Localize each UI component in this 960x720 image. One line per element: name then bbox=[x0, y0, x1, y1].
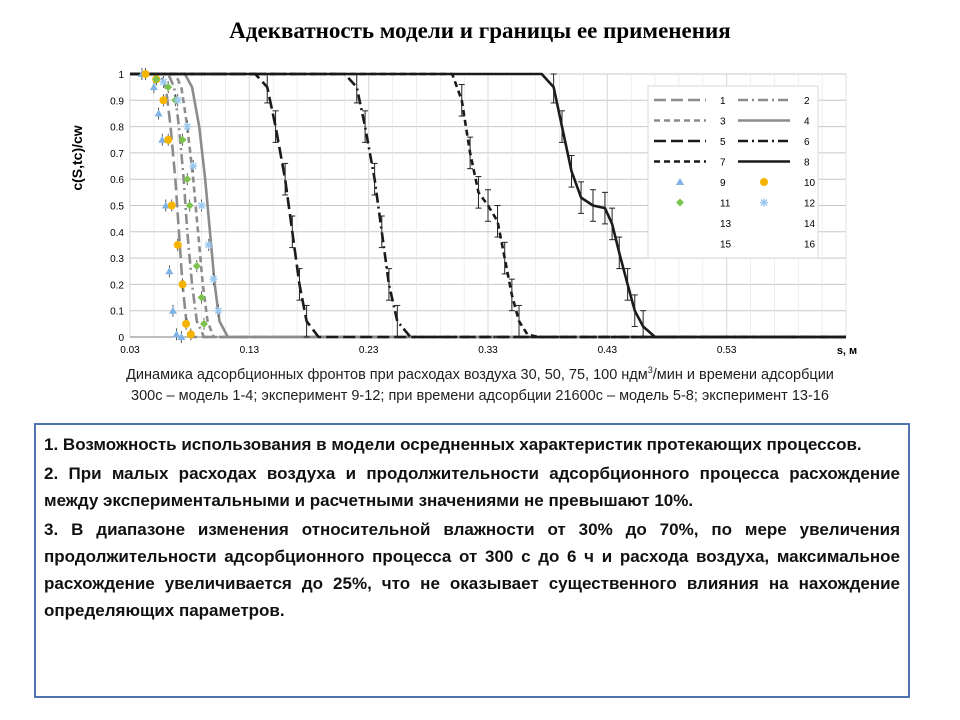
data-point bbox=[159, 78, 167, 86]
legend-item-15 bbox=[720, 240, 732, 251]
legend-label: 3 bbox=[720, 116, 726, 128]
data-point bbox=[183, 123, 191, 131]
data-point bbox=[173, 330, 181, 337]
legend-item-14 bbox=[804, 219, 816, 230]
data-point bbox=[193, 262, 201, 270]
legend-label: 9 bbox=[720, 178, 726, 189]
data-point bbox=[165, 267, 173, 274]
legend-item-13 bbox=[720, 219, 732, 230]
y-tick-label: 0.6 bbox=[110, 175, 124, 187]
x-tick-label: 0.13 bbox=[239, 345, 260, 356]
conclusion-1 bbox=[44, 431, 900, 458]
legend-label: 6 bbox=[804, 137, 810, 148]
y-tick-label: 0.2 bbox=[110, 280, 124, 292]
y-tick-label: 0.8 bbox=[110, 122, 124, 134]
data-point bbox=[182, 320, 190, 328]
caption-line-1-end: /мин и времени адсорбции bbox=[652, 366, 834, 383]
caption-superscript: 3 bbox=[647, 365, 653, 375]
data-point bbox=[198, 202, 206, 210]
legend-label: 12 bbox=[804, 198, 816, 210]
legend-label: 8 bbox=[804, 157, 810, 169]
y-tick-label: 0.3 bbox=[110, 254, 124, 266]
data-point bbox=[210, 275, 218, 283]
x-tick-label: 0.53 bbox=[716, 345, 737, 356]
x-axis-label: s, м bbox=[836, 345, 858, 357]
legend-label: 5 bbox=[720, 137, 726, 148]
data-point bbox=[142, 70, 150, 78]
legend-label: 11 bbox=[720, 198, 731, 210]
x-tick-label: 0.33 bbox=[478, 345, 498, 356]
conclusion-2-number: 2. bbox=[44, 464, 59, 483]
y-axis-label: c(S,tc)/cw bbox=[69, 125, 85, 191]
series-11 bbox=[152, 73, 208, 330]
data-point bbox=[189, 162, 197, 170]
y-tick-label: 0.1 bbox=[110, 306, 124, 318]
caption-line-2: 300с – модель 1-4; эксперимент 9-12; при времени адсорбции 21600с – модель 5-8; эксперимент 13-16 bbox=[131, 387, 829, 404]
legend-label: 10 bbox=[804, 178, 816, 189]
caption-line-1-text: Динамика адсорбционных фронтов при расходах воздуха 30, 50, 75, 100 ндм bbox=[126, 366, 648, 383]
conclusion-2-text: При малых расходах воздуха и продолжительности адсорбционного процесса расхождение между экспериментальными и расчетными значениями не превышают 10%. bbox=[44, 464, 900, 510]
data-point bbox=[155, 109, 163, 116]
slide-title: Адекватность модели и границы ее применения bbox=[229, 18, 731, 43]
legend-item-16 bbox=[804, 240, 816, 251]
legend-label: 14 bbox=[804, 219, 816, 230]
conclusion-3-text: В диапазоне изменения относительной влажности от 30% до 70%, по мере увеличения продолжительности адсорбционного процесса от 300 с до 6 ч и расхода воздуха, максимальное расхождение увеличивается до 25%, что не оказывает существенного влияния на нахождение определяющих параметров. bbox=[44, 520, 900, 620]
conclusions-box bbox=[34, 423, 910, 698]
chart-legend bbox=[648, 86, 818, 258]
data-point bbox=[179, 280, 187, 288]
legend-label: 16 bbox=[804, 239, 816, 251]
y-tick-label: 0.9 bbox=[110, 96, 124, 108]
series-10 bbox=[142, 68, 195, 340]
data-point bbox=[159, 96, 167, 104]
x-tick-label: 0.43 bbox=[597, 345, 618, 356]
y-tick-label: 0 bbox=[118, 333, 124, 344]
x-tick-label: 0.23 bbox=[358, 345, 379, 356]
conclusion-3 bbox=[44, 516, 900, 624]
conclusion-2 bbox=[44, 460, 900, 514]
legend-label: 7 bbox=[720, 157, 726, 169]
data-point bbox=[168, 202, 176, 210]
data-point bbox=[205, 241, 213, 249]
y-tick-label: 0.4 bbox=[110, 227, 124, 239]
y-tick-label: 0.5 bbox=[110, 201, 124, 213]
caption-line-1 bbox=[40, 360, 920, 386]
data-point bbox=[214, 307, 222, 315]
y-tick-label: 0.7 bbox=[110, 148, 124, 160]
data-point bbox=[174, 96, 182, 104]
data-point bbox=[174, 241, 182, 249]
legend-label: 15 bbox=[720, 239, 732, 251]
legend-swatch bbox=[760, 199, 768, 207]
legend-label: 2 bbox=[804, 96, 810, 107]
data-point bbox=[164, 136, 172, 144]
data-point bbox=[150, 83, 158, 90]
conclusion-1-text: Возможность использования в модели осредненных характеристик протекающих процессов. bbox=[58, 435, 862, 454]
legend-label: 13 bbox=[720, 219, 732, 230]
legend-swatch bbox=[760, 178, 768, 186]
conclusion-1-number: 1. bbox=[44, 435, 59, 454]
legend-box bbox=[648, 86, 818, 258]
y-tick-label: 1 bbox=[118, 70, 124, 81]
chart-caption bbox=[40, 360, 920, 407]
data-point bbox=[187, 330, 195, 338]
conclusion-3-number: 3. bbox=[44, 520, 59, 539]
legend-label: 1 bbox=[720, 96, 726, 107]
x-tick-label: 0.03 bbox=[120, 345, 140, 356]
legend-label: 4 bbox=[804, 116, 810, 128]
